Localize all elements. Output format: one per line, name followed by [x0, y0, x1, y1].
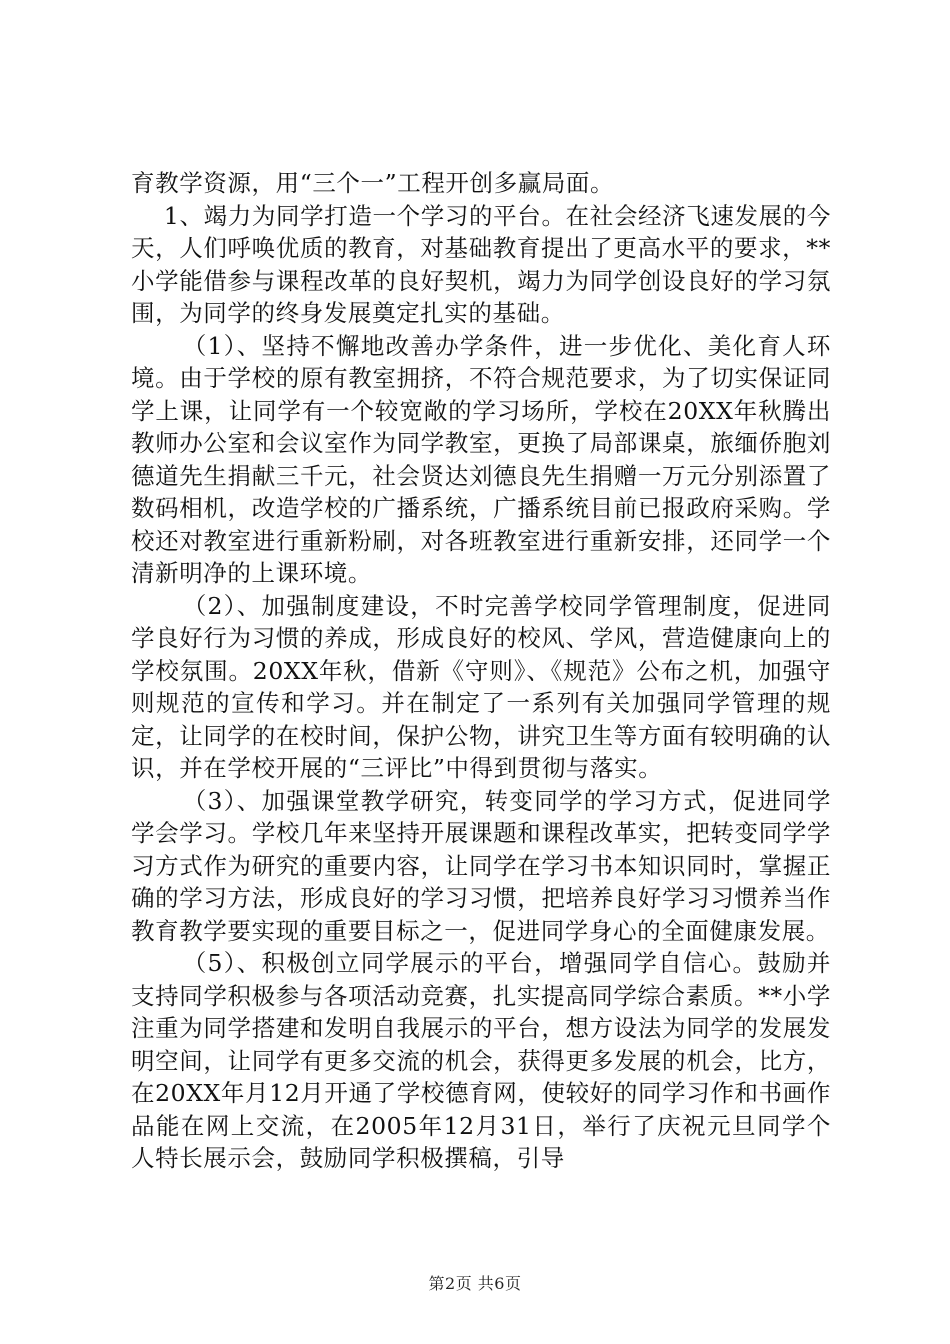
paragraph-item-3: （3）、加强课堂教学研究，转变同学的学习方式，促进同学学会学习。学校几年来坚持开展课题和课程改革实，把转变同学学习方式作为研究的重要内容，让同学在学习书本知识同时，掌握正确的学习方法，形成良好的学习习惯，把培养良好学习习惯养当作教育教学要实现的重要目标之一，促进同学身心的全面健康发展。: [131, 786, 831, 945]
paragraph-section-1: 1、竭力为同学打造一个学习的平台。在社会经济飞速发展的今天，人们呼唤优质的教育，对基础教育提出了更高水平的要求，**小学能借参与课程改革的良好契机，竭力为同学创设良好的学习氛围，为同学的终身发展奠定扎实的基础。: [131, 201, 831, 327]
page-number: 第2页 共6页: [428, 1274, 522, 1293]
paragraph-continuation: 育教学资源，用“三个一”工程开创多赢局面。: [131, 169, 615, 197]
document-body: [131, 167, 831, 1175]
paragraph-item-2: （2）、加强制度建设，不时完善学校同学管理制度，促进同学良好行为习惯的养成，形成良好的校风、学风，营造健康向上的学校氛围。20XX年秋，借新《守则》、《规范》公布之机，加强守则规范的宣传和学习。并在制定了一系列有关加强同学管理的规定，让同学的在校时间，保护公物，讲究卫生等方面有较明确的认识，并在学校开展的“三评比”中得到贯彻与落实。: [131, 591, 831, 782]
paragraph-item-5: （5）、积极创立同学展示的平台，增强同学自信心。鼓励并支持同学积极参与各项活动竞赛，扎实提高同学综合素质。**小学注重为同学搭建和发明自我展示的平台，想方设法为同学的发展发明空间，让同学有更多交流的机会，获得更多发展的机会，比方，在20XX年月12月开通了学校德育网，使较好的同学习作和书画作品能在网上交流，在2005年12月31日，举行了庆祝元旦同学个人特长展示会，鼓励同学积极撰稿，引导: [131, 949, 831, 1172]
page-footer: [0, 1271, 950, 1294]
paragraph-item-1: （1）、坚持不懈地改善办学条件，进一步优化、美化育人环境。由于学校的原有教室拥挤，不符合规范要求，为了切实保证同学上课，让同学有一个较宽敞的学习场所，学校在20XX年秋腾出教师办公室和会议室作为同学教室，更换了局部课桌，旅缅侨胞刘德道先生捐献三千元，社会贤达刘德良先生捐赠一万元分别添置了数码相机，改造学校的广播系统，广播系统目前已报政府采购。学校还对教室进行重新粉刷，对各班教室进行重新安排，还同学一个清新明净的上课环境。: [131, 331, 831, 587]
